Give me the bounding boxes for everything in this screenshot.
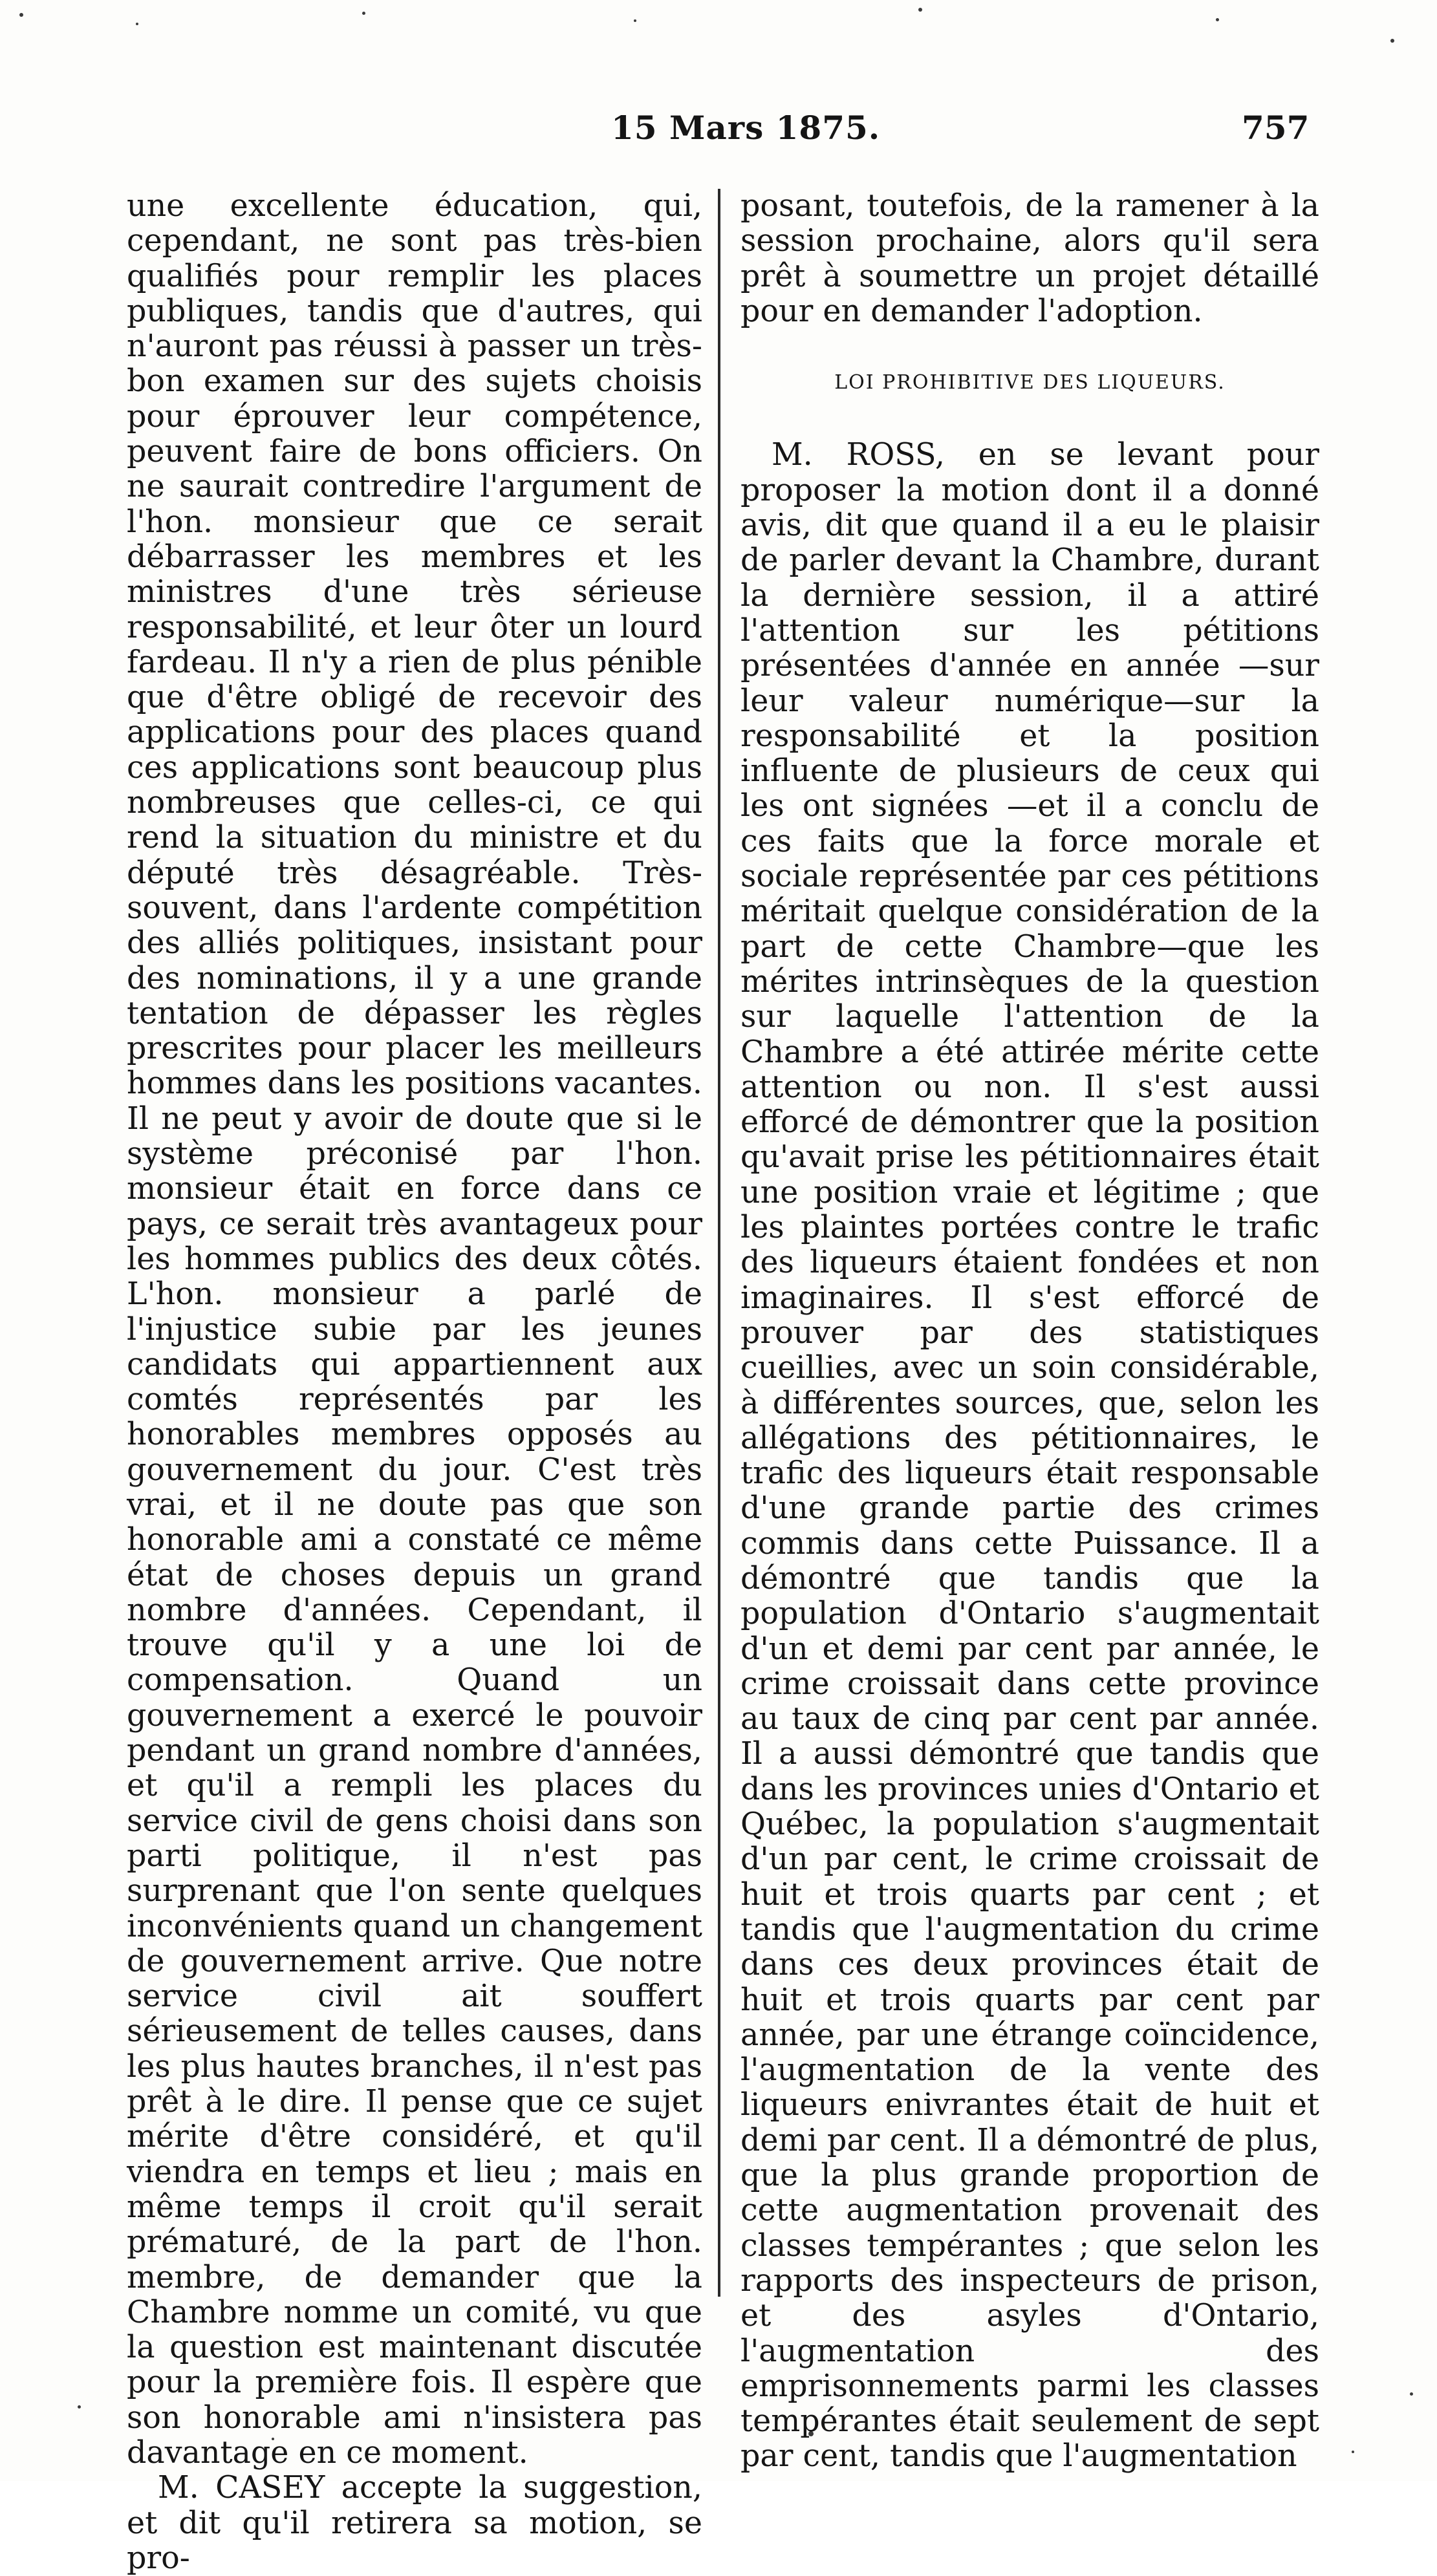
scan-speckle bbox=[136, 23, 138, 25]
right-paragraph: posant, toutefois, de la ramener à la session prochaine, alors qu'il sera prêt à soumettre un projet détaillé pour en demander l'adoption. bbox=[740, 188, 1319, 329]
scan-speckle bbox=[19, 13, 23, 17]
section-heading: LOI PROHIBITIVE DES LIQUEURS. bbox=[834, 371, 1226, 394]
left-paragraph: M. CASEY accepte la suggestion, et dit qu'il retirera sa motion, se pro- bbox=[127, 2470, 702, 2576]
column-divider bbox=[718, 189, 720, 2297]
right-column bbox=[740, 189, 1319, 2474]
left-paragraph: une excellente éducation, qui, cependant, ne sont pas très-bien qualifiés pour remplir les places publiques, tandis que d'autres, qui n'auront pas réussi à passer un très-bon examen sur des sujets choisis pour éprouver leur compétence, peuvent faire de bons officiers. On ne saurait contredire l'argument de l'hon. monsieur que ce serait débarrasser les membres et les ministres d'une très sérieuse responsabilité, et leur ôter un lourd fardeau. Il n'y a rien de plus pénible que d'être obligé de recevoir des applications pour des places quand ces applications sont beaucoup plus nombreuses que celles-ci, ce qui rend la situation du ministre et du député très désagréable. Très-souvent, dans l'ardente compétition des alliés politiques, insistant pour des nominations, il y a une grande tentation de dépasser les règles prescrites pour placer les meilleurs hommes dans les positions vacantes. Il ne peut y avoir de doute que si le système préconisé par l'hon. monsieur était en force dans ce pays, ce serait très avantageux pour les hommes publics des deux côtés. L'hon. monsieur a parlé de l'injustice subie par les jeunes candidats qui appartiennent aux comtés représentés par les honorables membres opposés au gouvernement du jour. C'est très vrai, et il ne doute pas que son honorable ami a constaté ce même état de choses depuis un grand nombre d'années. Cependant, il trouve qu'il y a une loi de compensation. Quand un gouvernement a exercé le pouvoir pendant un grand nombre d'années, et qu'il a rempli les places du service civil de gens choisi dans son parti politique, il n'est pas surprenant que l'on sente quelques inconvénients quand un changement de gouvernement arrive. Que notre service civil ait souffert sérieusement de telles causes, dans les plus hautes branches, il n'est pas prêt à le dire. Il pense que ce sujet mérite d'être considéré, et qu'il viendra en temps et lieu ; mais en même temps il croit qu'il serait prématuré, de la part de l'hon. membre, de demander que la Chambre nomme un comité, vu que la question est maintenant discutée pour la première fois. Il espère que son honorable ami n'insistera pas davantage en ce moment. bbox=[127, 188, 702, 2471]
scan-speckle bbox=[1216, 18, 1219, 21]
scan-speckle bbox=[1410, 2392, 1413, 2396]
scan-speckle bbox=[362, 12, 365, 15]
scan-speckle bbox=[1390, 39, 1394, 43]
page-header bbox=[0, 109, 1437, 167]
scan-speckle bbox=[918, 8, 922, 12]
header-date: 15 Mars 1875. bbox=[611, 109, 881, 147]
left-column bbox=[127, 189, 702, 2576]
scan-speckle bbox=[634, 19, 636, 22]
scan-speckle bbox=[78, 2405, 81, 2409]
page-number: 757 bbox=[1242, 109, 1310, 147]
right-paragraph: M. ROSS, en se levant pour proposer la motion dont il a donné avis, dit que quand il a eu le plaisir de parler devant la Chambre, durant la dernière session, il a attiré l'attention sur les pétitions présentées d'année en année —sur leur valeur numérique—sur la responsabilité et la position influente de plusieurs de ceux qui les ont signées —et il a conclu de ces faits que la force morale et sociale représentée par ces pétitions méritait quelque considération de la part de cette Chambre—que les mérites intrinsèques de la question sur laquelle l'attention de la Chambre a été attirée mérite cette attention ou non. Il s'est aussi efforcé de démontrer que la position qu'avait prise les pétitionnaires était une position vraie et légitime ; que les plaintes portées contre le trafic des liqueurs étaient fondées et non imaginaires. Il s'est efforcé de prouver par des statistiques cueillies, avec un soin considérable, à différentes sources, que, selon les allégations des pétitionnaires, le trafic des liqueurs était responsable d'une grande partie des crimes commis dans cette Puissance. Il a démontré que tandis que la population d'Ontario s'augmentait d'un et demi par cent par année, le crime croissait dans cette province au taux de cinq par cent par année. Il a aussi démontré que tandis que dans les provinces unies d'Ontario et Québec, la population s'augmentait d'un par cent, le crime croissait de huit et trois quarts par cent ; et tandis que l'augmentation du crime dans ces deux provinces était de huit et trois quarts par cent par année, par une étrange coïncidence, l'augmentation de la vente des liqueurs enivrantes était de huit et demi par cent. Il a démontré de plus, que la plus grande proportion de cette augmentation provenait des classes tempérantes ; que selon les rapports des inspecteurs de prison, et des asyles d'Ontario, l'augmentation des emprisonnements parmi les classes tempérantes était seulement de sept par cent, tandis que l'augmentation bbox=[740, 437, 1319, 2474]
scan-speckle bbox=[1352, 2451, 1354, 2453]
